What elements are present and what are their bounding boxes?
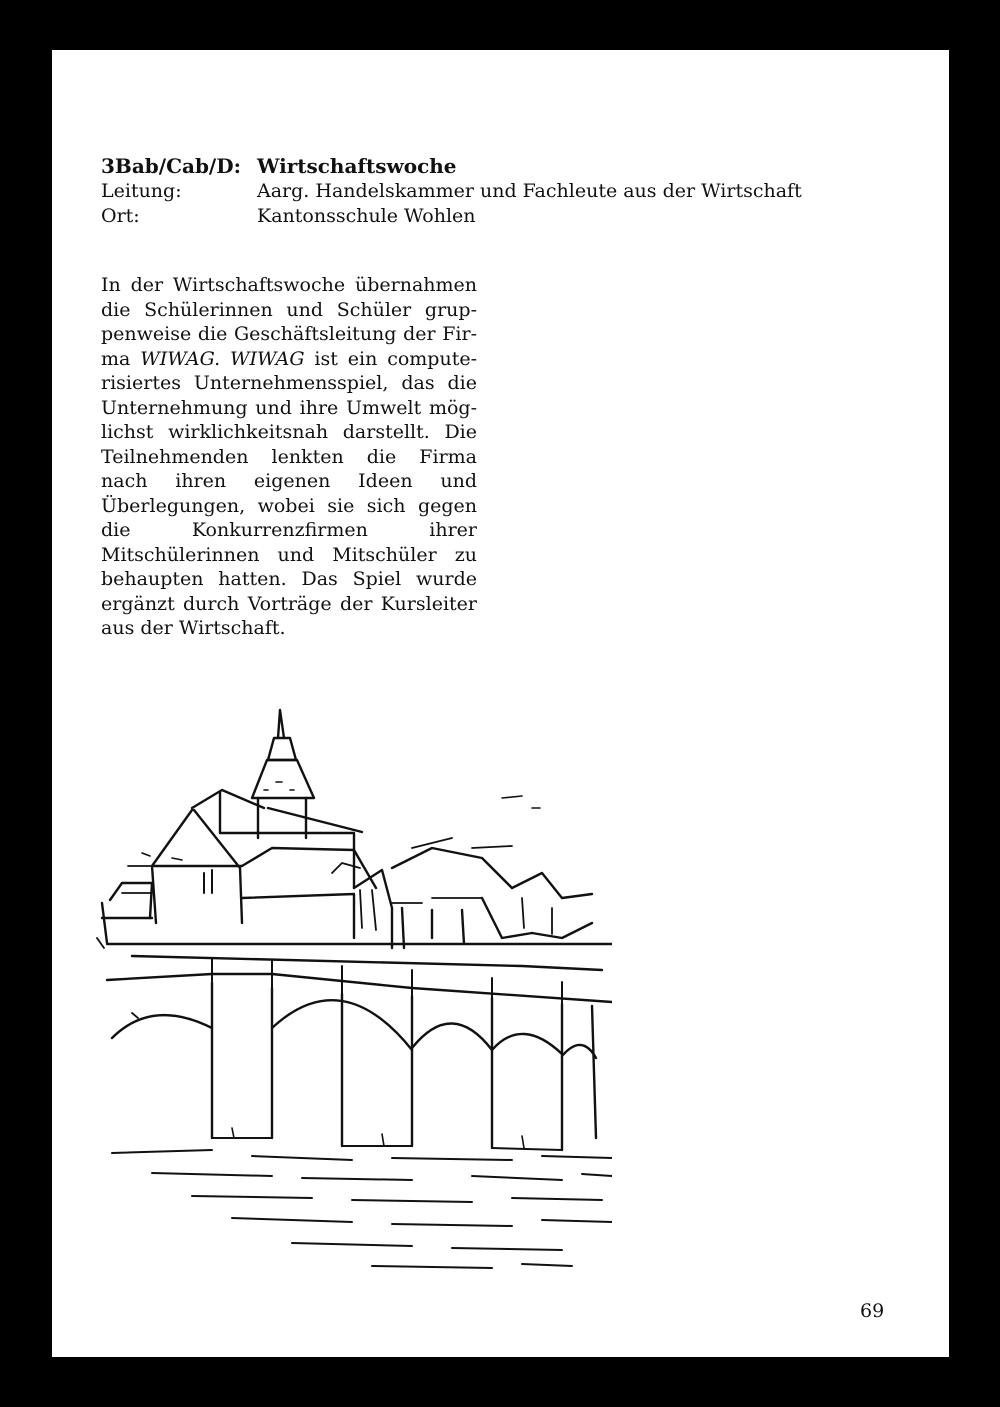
course-description	[101, 273, 477, 641]
ort-value: Kantonsschule Wohlen	[257, 205, 476, 227]
description-part-3: ist ein computerisiertes Unternehmensspiel, das die Unternehmung und ihre Umwelt möglichst wirklichkeitsnah darstellt. Die Teilnehmenden lenkten die Firma nach ihren eigenen Ideen und Überlegungen, wobei sie sich gegen die Konkurrenzfirmen ihrer Mitschülerinnen und Mitschüler zu behaupten hatten. Das Spiel wurde ergänzt durch Vorträge der Kursleiter aus der Wirtschaft.	[101, 347, 477, 639]
description-part-2	[220, 348, 230, 370]
page-number: 69	[860, 1300, 885, 1322]
course-header	[101, 154, 841, 229]
bridge-sketch-illustration	[92, 698, 612, 1273]
description-part-1: In der Wirtschaftswoche übernahmen die Schülerinnen und Schüler gruppenweise die Geschäftsleitung der Firma	[101, 274, 477, 370]
ort-label: Ort:	[101, 205, 140, 227]
company-name-italic-1: WIWAG.	[140, 347, 221, 370]
course-title: Wirtschaftswoche	[257, 154, 457, 178]
leitung-label: Leitung:	[101, 180, 182, 202]
course-code: 3Bab/Cab/D:	[101, 154, 241, 178]
leitung-value: Aarg. Handelskammer und Fachleute aus der Wirtschaft	[257, 180, 802, 202]
course-title-row	[101, 154, 841, 179]
company-name-italic-2: WIWAG	[230, 347, 305, 370]
ort-row	[101, 204, 841, 229]
document-page	[52, 50, 949, 1357]
leitung-row	[101, 179, 841, 204]
